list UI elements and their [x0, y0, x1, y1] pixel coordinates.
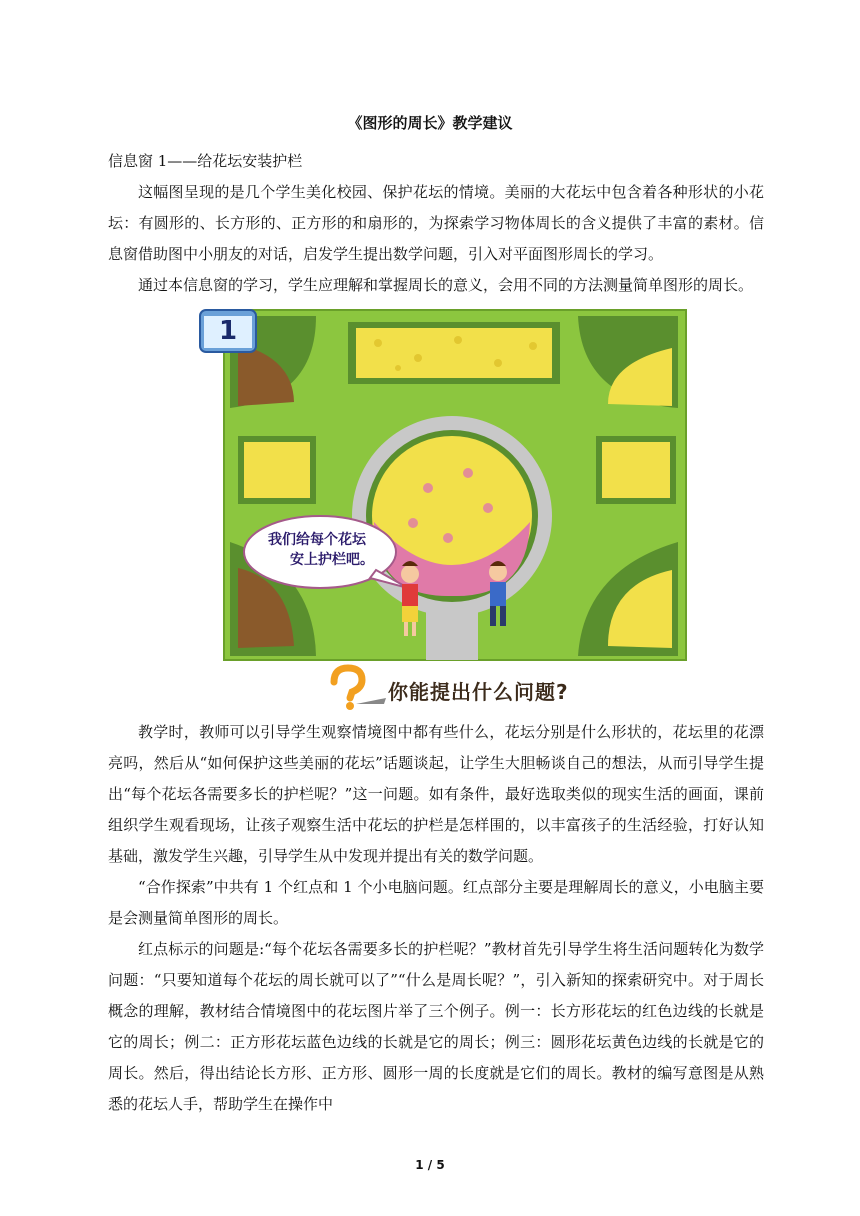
section-heading: 信息窗 1——给花坛安装护栏: [108, 152, 303, 170]
flower-bed-illustration: [198, 308, 688, 664]
document-title: 《图形的周长》教学建议: [347, 114, 513, 132]
question-prompt: 你能提出什么问题?: [388, 680, 569, 704]
paragraph-2: 通过本信息窗的学习，学生应理解和掌握周长的意义，会用不同的方法测量简单图形的周长。: [138, 276, 754, 294]
speech-bubble-line-1: 我们给每个花坛: [268, 532, 366, 548]
speech-bubble-line-2: 安上护栏吧。: [290, 552, 374, 568]
paragraph-4: “合作探索”中共有 1 个红点和 1 个小电脑问题。红点部分主要是理解周长的意义，小电脑主要是会测量简单图形的周长。: [108, 878, 764, 927]
page-number: 1 / 5: [415, 1158, 445, 1172]
info-window-number: 1: [218, 316, 238, 346]
paragraph-5: 红点标示的问题是:“每个花坛各需要多长的护栏呢？”教材首先引导学生将生活问题转化为数学问题：“只要知道每个花坛的周长就可以了”“什么是周长呢？”，引入新知的探索研究中。对于周长概念的理解，教材结合情境图中的花坛图片举了三个例子。例一：长方形花坛的红色边线的长就是它的周长；例二：正方形花坛蓝色边线的长就是它的周长；例三：圆形花坛黄色边线的长就是它的周长。然后，得出结论长方形、正方形、圆形一周的长度就是它们的周长。教材的编写意图是从熟悉的花坛人手，帮助学生在操作中: [108, 940, 764, 1113]
paragraph-1: 这幅图呈现的是几个学生美化校园、保护花坛的情境。美丽的大花坛中包含着各种形状的小花坛：有圆形的、长方形的、正方形的和扇形的，为探索学习物体周长的含义提供了丰富的素材。信息窗借助图中小朋友的对话，启发学生提出数学问题，引入对平面图形周长的学习。: [108, 183, 764, 263]
paragraph-3: 教学时，教师可以引导学生观察情境图中都有些什么，花坛分别是什么形状的，花坛里的花漂亮吗，然后从“如何保护这些美丽的花坛”话题谈起，让学生大胆畅谈自己的想法，从而引导学生提出“每个花坛各需要多长的护栏呢？”这一问题。如有条件，最好选取类似的现实生活的画面，课前组织学生观看现场，让孩子观察生活中花坛的护栏是怎样围的，以丰富孩子的生活经验，打好认知基础，激发学生兴趣，引导学生从中发现并提出有关的数学问题。: [108, 723, 764, 865]
